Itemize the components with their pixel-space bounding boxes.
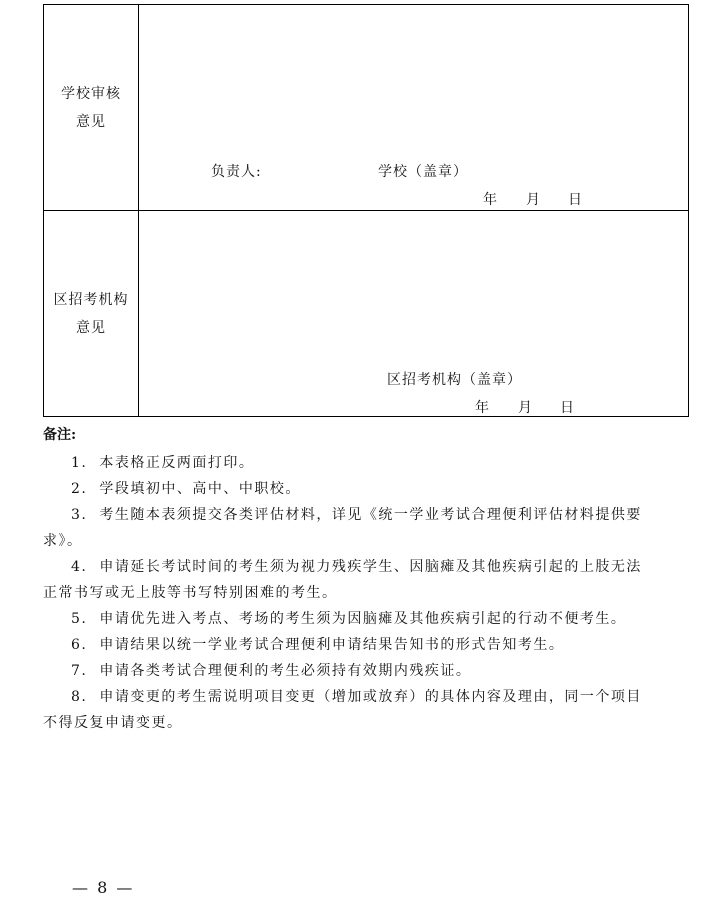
responsible-person-label: 负责人:: [211, 164, 262, 180]
note-text: 申请延长考试时间的考生须为视力残疾学生、因脑瘫及其他疾病引起的上肢无法: [99, 559, 642, 575]
district-date-day: 日: [560, 400, 574, 416]
note-number: 8.: [71, 689, 88, 705]
note-number: 4.: [71, 559, 88, 575]
note-text: 申请优先进入考点、考场的考生须为因脑瘫及其他疾病引起的行动不便考生。: [99, 611, 627, 627]
notes-title: 备注:: [43, 427, 77, 443]
school-date-year: 年: [483, 192, 497, 208]
note-text: 本表格正反两面打印。: [99, 455, 255, 471]
note-item: [71, 684, 663, 710]
note-text: 学段填初中、高中、中职校。: [99, 481, 301, 497]
district-review-label-line1: 区招考机构: [53, 291, 129, 308]
review-form-table: [43, 4, 689, 417]
notes-list: [43, 450, 663, 736]
district-review-content[interactable]: [139, 211, 688, 416]
page-number: — 8 —: [72, 878, 135, 897]
school-date-day: 日: [568, 192, 582, 208]
school-date-month: 月: [526, 192, 540, 208]
note-number: 7.: [71, 663, 88, 679]
note-text: 申请变更的考生需说明项目变更（增加或放弃）的具体内容及理由，同一个项目: [99, 689, 642, 705]
note-item: [71, 502, 663, 528]
district-review-label: [44, 211, 139, 416]
note-item: [71, 450, 663, 476]
note-text: 申请各类考试合理便利的考生必须持有效期内残疾证。: [99, 663, 472, 679]
note-item: [71, 554, 663, 580]
note-number: 1.: [71, 455, 88, 471]
school-review-label-line2: 意见: [76, 113, 106, 130]
note-continuation: 求》。: [43, 533, 83, 549]
note-continuation: 正常书写或无上肢等书写特别困难的考生。: [43, 585, 338, 601]
district-review-row: [44, 211, 688, 416]
school-review-label-line1: 学校审核: [61, 85, 121, 102]
note-number: 3.: [71, 507, 88, 523]
note-continuation: 不得反复申请变更。: [43, 715, 183, 731]
note-number: 6.: [71, 637, 88, 653]
note-number: 5.: [71, 611, 88, 627]
note-item: [71, 632, 663, 658]
note-text: 考生随本表须提交各类评估材料，详见《统一学业考试合理便利评估材料提供要: [99, 507, 642, 523]
note-item: [71, 606, 663, 632]
district-review-label-line2: 意见: [76, 319, 106, 336]
school-review-label: [44, 5, 139, 210]
school-seal-label: 学校（盖章）: [378, 164, 468, 180]
district-date-month: 月: [518, 400, 532, 416]
district-seal-label: 区招考机构（盖章）: [387, 372, 522, 388]
note-number: 2.: [71, 481, 88, 497]
district-date-year: 年: [475, 400, 489, 416]
note-item: [71, 658, 663, 684]
school-review-content[interactable]: [139, 5, 688, 210]
note-item: [71, 476, 663, 502]
school-review-row: [44, 5, 688, 211]
note-text: 申请结果以统一学业考试合理便利申请结果告知书的形式告知考生。: [99, 637, 565, 653]
